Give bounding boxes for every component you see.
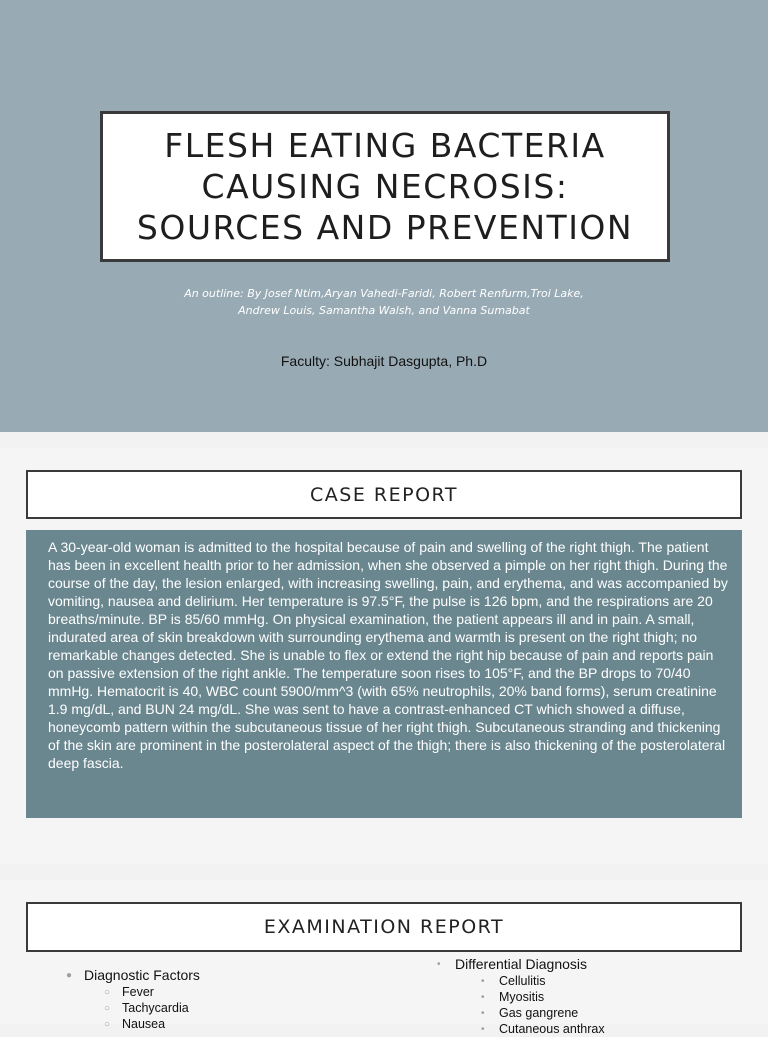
differential-diagnosis-heading: Differential Diagnosis (455, 956, 588, 972)
faculty-line: Faculty: Subhajit Dasgupta, Ph.D (280, 353, 488, 369)
differential-diagnosis-list (437, 955, 605, 1037)
case-report-body: A 30-year-old woman is admitted to the hospital because of pain and swelling of the right thigh. The patient has been in excellent health prior to her admission, when she observed a pimple on her right thigh. During the course of the day, the lesion enlarged, with increasing swelling, pain, and erythema, and was accompanied by vomiting, nausea and delirium. Her temperature is 97.5°F, the pulse is 126 bpm, and the respirations are 20 breaths/minute. BP is 85/60 mmHg. On physical examination, the patient appears ill and in pain. A small, indurated area of skin breakdown with surrounding erythema and warmth is present on the right thigh; no remarkable changes detected. She is unable to flex or extend the right hip because of pain and reports pain on passive extension of the right ankle. The temperature soon rises to 105°F, and the BP drops to 70/40 mmHg. Hematocrit is 40, WBC count 5900/mm^3 (with 65% neutrophils, 20% band forms), serum creatinine 1.9 mg/dL, and BUN 24 mg/dL. She was sent to have a contrast-enhanced CT which showed a diffuse, honeycomb pattern within the subcutaneous tissue of her right thigh. Subcutaneous stranding and thickening of the skin are prominent in the posterolateral aspect of the thigh; there is also thickening of the posterolateral deep fascia. (26, 530, 742, 818)
list-item: • Myositis (481, 990, 545, 1004)
circle-bullet-icon: ○ (104, 986, 111, 998)
diagnostic-factors-heading: Diagnostic Factors (84, 967, 200, 983)
dot-bullet-icon: • (481, 975, 485, 987)
title-box (100, 111, 670, 262)
authors-line-1: An outline: By Josef Ntim,Aryan Vahedi-Faridi, Robert Renfurm,Troi Lake, (184, 287, 584, 300)
case-report-slide (0, 448, 768, 864)
list-item: • Gas gangrene (481, 1006, 579, 1020)
authors-line-2: Andrew Louis, Samantha Walsh, and Vanna Sumabat (238, 304, 530, 317)
authors (84, 285, 684, 319)
circle-bullet-icon: ○ (104, 1018, 111, 1030)
dot-bullet-icon: • (481, 1023, 485, 1035)
title-line-1: FLESH EATING BACTERIA (164, 126, 606, 165)
bullet-icon: • (437, 958, 441, 970)
examination-report-slide (0, 880, 768, 1036)
title-line-2: CAUSING NECROSIS: (201, 167, 569, 206)
examination-report-header: EXAMINATION REPORT (26, 902, 742, 952)
list-item: • Cellulitis (481, 974, 546, 988)
dot-bullet-icon: • (481, 991, 485, 1003)
case-report-header: CASE REPORT (26, 470, 742, 519)
list-item: ○ Fever (104, 985, 154, 999)
circle-bullet-icon: ○ (104, 1002, 111, 1014)
title-slide (0, 0, 768, 432)
list-item: ○ Tachycardia (104, 1001, 189, 1015)
dot-bullet-icon: • (481, 1007, 485, 1019)
list-item: ○ Nausea (104, 1017, 166, 1031)
title-line-3: SOURCES AND PREVENTION (136, 208, 634, 247)
bullet-icon: ● (66, 969, 73, 981)
diagnostic-factors-list (66, 966, 200, 1032)
list-item: • Cutaneous anthrax (481, 1022, 605, 1036)
